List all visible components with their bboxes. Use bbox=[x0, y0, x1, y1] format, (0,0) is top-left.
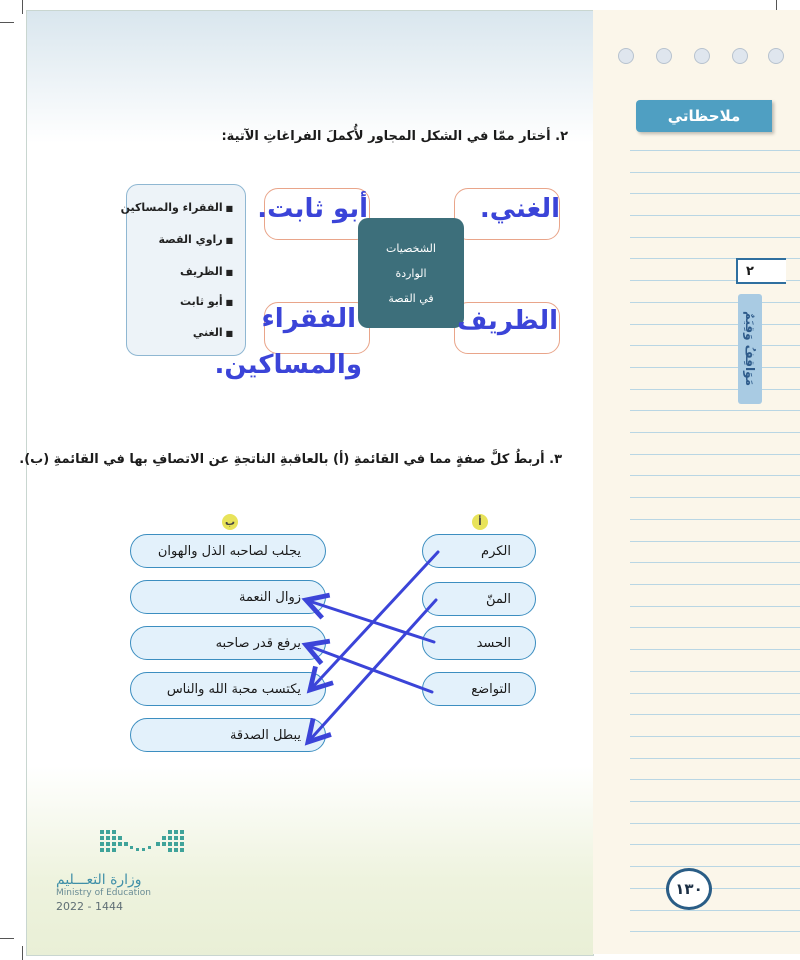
unit-ribbon: مَوَاقِفُ وَقِيَمٌ bbox=[738, 294, 762, 404]
notes-rule-line bbox=[630, 172, 800, 173]
option-item: ■ الفقراء والمساكين bbox=[121, 201, 233, 214]
notes-rule-line bbox=[630, 193, 800, 194]
notes-rule-line bbox=[630, 671, 800, 672]
question-3-text: ٣. أربطُ كلَّ صفةٍ مما في القائمةِ (أ) بالعاقبةِ الناتجةِ عن الاتصافِ بها في القائمةِ (ب). bbox=[19, 452, 562, 467]
notes-rule-line bbox=[630, 345, 800, 346]
answer-bottom-right: الظريف bbox=[457, 306, 558, 336]
answer-bottom-left-line1: الفقراء bbox=[261, 304, 356, 334]
year-label: 2022 - 1444 bbox=[56, 900, 123, 913]
ministry-logo-icon bbox=[98, 826, 188, 866]
ministry-name-ar: وزارة التعـــليم bbox=[56, 872, 142, 888]
notes-rule-line bbox=[630, 844, 800, 845]
binder-hole-icon bbox=[768, 48, 784, 64]
notes-rule-line bbox=[630, 237, 800, 238]
list-b-item[interactable]: يبطل الصدقة bbox=[130, 718, 326, 752]
binder-hole-icon bbox=[618, 48, 634, 64]
notes-rule-line bbox=[630, 475, 800, 476]
notes-rule-line bbox=[630, 736, 800, 737]
notes-rule-line bbox=[630, 888, 800, 889]
notes-rule-line bbox=[630, 367, 800, 368]
notes-rule-line bbox=[630, 693, 800, 694]
list-b-label: ب bbox=[222, 514, 238, 530]
notes-rule-line bbox=[630, 606, 800, 607]
option-item: ■ أبو ثابت bbox=[180, 295, 233, 308]
center-line: الواردة bbox=[395, 266, 427, 280]
worksheet-page bbox=[26, 10, 594, 956]
notes-rule-line bbox=[630, 410, 800, 411]
list-b-item[interactable]: زوال النعمة bbox=[130, 580, 326, 614]
option-item: ■ الغني bbox=[193, 326, 233, 339]
notes-rule-line bbox=[630, 454, 800, 455]
notes-rule-line bbox=[630, 389, 800, 390]
notes-rule-line bbox=[630, 931, 800, 932]
list-b-item[interactable]: يكتسب محبة الله والناس bbox=[130, 672, 326, 706]
notes-rule-line bbox=[630, 541, 800, 542]
answer-top-left: أبو ثابت. bbox=[257, 194, 368, 224]
answer-top-right: الغني. bbox=[479, 194, 560, 224]
unit-number: ٢ bbox=[736, 258, 786, 284]
center-line: في القصة bbox=[388, 291, 434, 305]
notes-rule-line bbox=[630, 519, 800, 520]
notes-column bbox=[593, 10, 800, 954]
notes-rule-line bbox=[630, 823, 800, 824]
list-b-item[interactable]: يرفع قدر صاحبه bbox=[130, 626, 326, 660]
notes-rule-line bbox=[630, 649, 800, 650]
notes-rule-line bbox=[630, 714, 800, 715]
options-box bbox=[120, 184, 246, 356]
list-a-item[interactable]: الكرم bbox=[422, 534, 536, 568]
center-line: الشخصيات bbox=[386, 241, 436, 255]
notes-rule-line bbox=[630, 302, 800, 303]
list-a-label: أ bbox=[472, 514, 488, 530]
notes-rule-line bbox=[630, 627, 800, 628]
list-a-item[interactable]: المنّ bbox=[422, 582, 536, 616]
list-b-item[interactable]: يجلب لصاحبه الذل والهوان bbox=[130, 534, 326, 568]
binder-hole-icon bbox=[732, 48, 748, 64]
notes-rule-line bbox=[630, 215, 800, 216]
crop-mark bbox=[22, 946, 23, 960]
binder-hole-icon bbox=[656, 48, 672, 64]
binder-hole-icon bbox=[694, 48, 710, 64]
notes-title: ملاحظاتي bbox=[636, 100, 772, 132]
notes-rule-line bbox=[630, 779, 800, 780]
list-a-item[interactable]: الحسد bbox=[422, 626, 536, 660]
notes-rule-line bbox=[630, 866, 800, 867]
notes-rule-line bbox=[630, 584, 800, 585]
crop-mark bbox=[0, 938, 14, 939]
notes-rule-line bbox=[630, 801, 800, 802]
notes-rule-line bbox=[630, 910, 800, 911]
answer-bottom-left-line2: والمساكين. bbox=[214, 350, 362, 380]
question-2-text: ٢. أختار ممّا في الشكل المجاور لأُكملَ الفراغاتِ الآتية: bbox=[221, 129, 568, 144]
page-number: ١٣٠ bbox=[666, 868, 712, 910]
notes-rule-line bbox=[630, 562, 800, 563]
notes-rule-line bbox=[630, 324, 800, 325]
notes-rule-line bbox=[630, 150, 800, 151]
notes-rule-line bbox=[630, 497, 800, 498]
ministry-name-en: Ministry of Education bbox=[56, 888, 151, 898]
crop-mark bbox=[0, 22, 14, 23]
option-item: ■ راوي القصة bbox=[158, 233, 233, 246]
characters-center-box bbox=[358, 218, 464, 328]
option-item: ■ الظريف bbox=[180, 265, 233, 278]
notes-rule-line bbox=[630, 432, 800, 433]
crop-mark bbox=[22, 0, 23, 14]
notes-rule-line bbox=[630, 758, 800, 759]
list-a-item[interactable]: التواضع bbox=[422, 672, 536, 706]
